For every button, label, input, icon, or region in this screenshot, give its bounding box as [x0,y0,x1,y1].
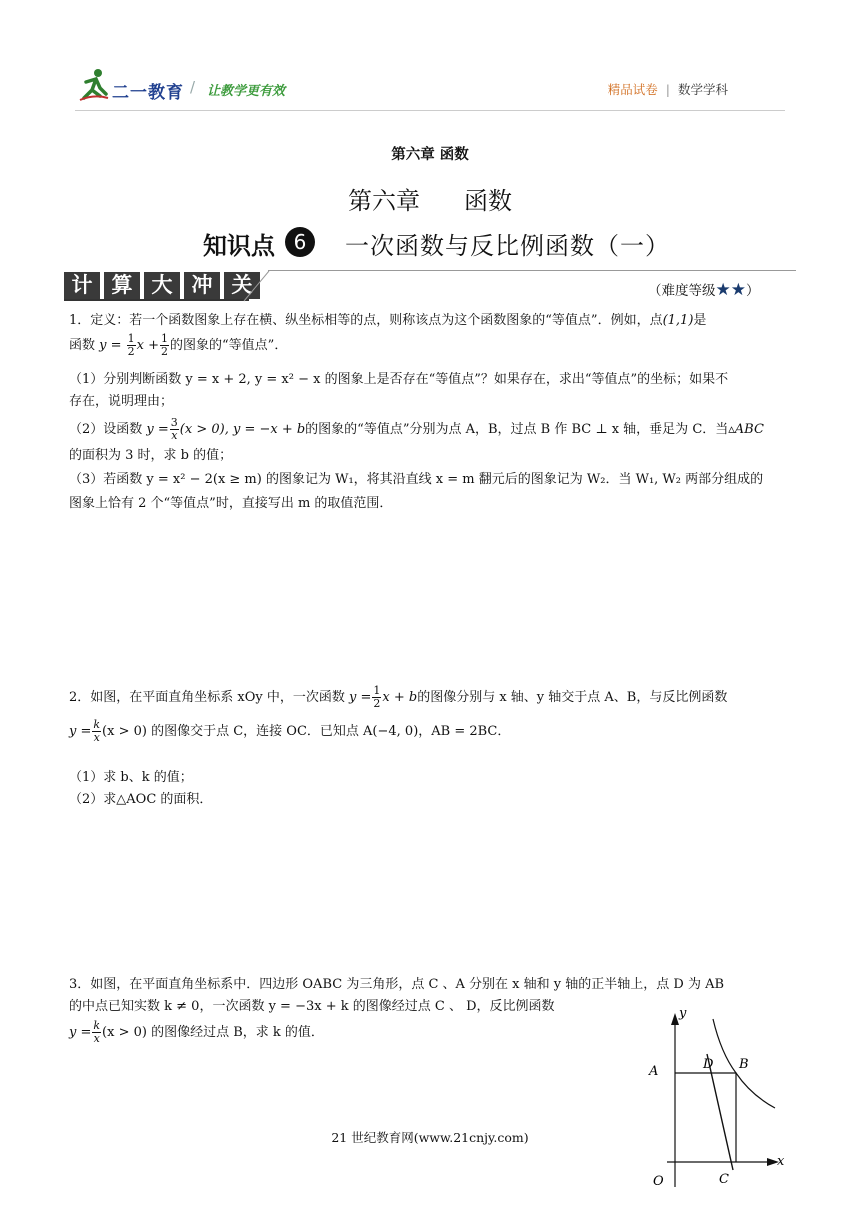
q1-line-6: 的面积为 3 时，求 b 的值； [69,448,233,463]
q1-text: 函数 [69,338,96,353]
header-subject-label: 数学学科 [677,82,728,97]
q1-text: 是 [693,313,707,328]
star-icon: ★★ [715,280,746,300]
chapter-title-part-a: 第六章 [348,187,420,215]
label-a: A [649,1064,659,1079]
section-banner [64,272,264,299]
chapter-title-big [0,181,860,216]
numerator: k [93,718,101,731]
header-right [608,80,728,98]
denominator: 2 [373,697,381,710]
denominator: 2 [127,345,135,358]
y-axis-arrow-icon [671,1013,679,1025]
label-y: y [679,1006,687,1021]
q3-line-2: 的中点已知实数 k ≠ 0，一次函数 y = −3x + k 的图像经过点 C 、 D，反比例函数 [69,999,555,1014]
q1-math: x + [136,338,160,353]
q1-line-3: （1）分别判断函数 y = x + 2, y = x² − x 的图象上是否存在“等值点”？如果存在，求出“等值点”的坐标；如果不 [69,372,729,387]
q2-text: 的图像分别与 x 轴、y 轴交于点 A、B，与反比例函数 [417,690,728,705]
label-o: O [653,1174,664,1189]
label-b: B [739,1057,749,1072]
q2-line-4: （2）求△AOC 的面积． [69,792,213,807]
fraction-half [160,333,169,358]
label-d: D [703,1057,714,1072]
footer-source: 21 世纪教育网(www.21cnjy.com) [331,1130,529,1145]
difficulty-close: ） [745,283,760,299]
difficulty-label: （难度等级 [648,283,716,299]
q2-line-1 [69,685,794,710]
q1-text: 的图象的“等值点”分别为点 A，B，过点 B 作 BC ⊥ x 轴，垂足为 C．当 [305,422,729,437]
q3-text: (x > 0) 的图像经过点 B，求 k 的值． [102,1025,324,1040]
q2-math: y = [69,724,92,739]
banner-tile: 大 [144,272,180,299]
denominator: x [93,731,100,744]
header-divider [75,110,785,111]
numerator: k [93,1019,101,1032]
q1-point: (1,1) [662,313,694,328]
q1-line-7: （3）若函数 y = x² − 2(x ≥ m) 的图象记为 W₁，将其沿直线 x = m 翻元后的图象记为 W₂．当 W₁, W₂ 两部分组成的 [69,472,764,487]
q2-math: x + b [382,690,418,705]
difficulty-rating [648,279,759,300]
numerator: 1 [373,684,381,697]
denominator: 2 [161,345,169,358]
logo-name: 二一教育 [112,83,184,103]
coordinate-figure [635,1005,785,1195]
fraction-half [372,685,381,710]
knowledge-point-number: 6 [285,227,315,257]
q1-line-8: 图象上恰有 2 个“等值点”时，直接写出 m 的取值范围． [69,496,393,511]
q1-text: 1．定义：若一个函数图象上存在横、纵坐标相等的点，则称该点为这个函数图象的“等值点”．例如，点 [69,313,663,328]
logo-runner-icon [78,68,110,104]
q1-line-4: 存在，说明理由； [69,394,174,409]
q2-text: 2．如图，在平面直角坐标系 xOy 中，一次函数 [69,690,345,705]
q1-line-5 [69,417,794,442]
q1-text: （2）设函数 [69,422,143,437]
banner-tile: 冲 [184,272,220,299]
knowledge-point-label: 知识点 [203,232,275,260]
q3-line-1: 3．如图，在平面直角坐标系中．四边形 OABC 为三角形，点 C 、A 分别在 x 轴和 y 轴的正半轴上，点 D 为 AB [69,977,725,992]
fraction-k-over-x [92,719,101,744]
denominator: x [93,1032,100,1045]
q3-math: y = [69,1025,92,1040]
q1-line-1 [69,311,794,331]
header-separator: | [665,82,670,97]
q1-math: y = [146,422,169,437]
banner-tile: 算 [104,272,140,299]
banner-slant-line [242,270,282,302]
numerator: 1 [161,332,169,345]
label-x: x [777,1154,785,1169]
topic-title: 一次函数与反比例函数（一） [345,232,670,260]
chapter-title-small: 第六章 函数 [391,147,469,163]
banner-underline [64,299,249,301]
banner-tile: 关 [224,272,260,299]
q1-math: ▵ABC [728,422,764,437]
rectangle-oabc [675,1073,736,1162]
q1-text: 的图象的“等值点”． [170,338,288,353]
q2-math: y = [349,690,372,705]
q2-text: (x > 0) 的图像交于点 C，连接 OC．已知点 A(−4, 0)，AB = 2BC． [102,724,511,739]
banner-top-line [268,270,796,271]
banner-tile: 计 [64,272,100,299]
logo-slogan: 让教学更有效 [207,84,286,99]
q1-math: y = [99,338,122,353]
q2-line-2 [69,719,794,744]
fraction-three-over-x [170,417,179,442]
q2-line-3: （1）求 b、k 的值； [69,770,193,785]
numerator: 3 [170,416,178,429]
fraction-k-over-x [92,1020,101,1045]
q1-line-2 [69,333,794,358]
numerator: 1 [127,332,135,345]
q1-math: (x > 0), y = −x + b [179,422,306,437]
denominator: x [171,429,178,442]
chapter-title-part-b: 函数 [464,187,512,215]
fraction-half [127,333,136,358]
logo-slash: / [190,78,196,96]
header-exam-label: 精品试卷 [607,82,658,97]
label-c: C [719,1172,729,1187]
